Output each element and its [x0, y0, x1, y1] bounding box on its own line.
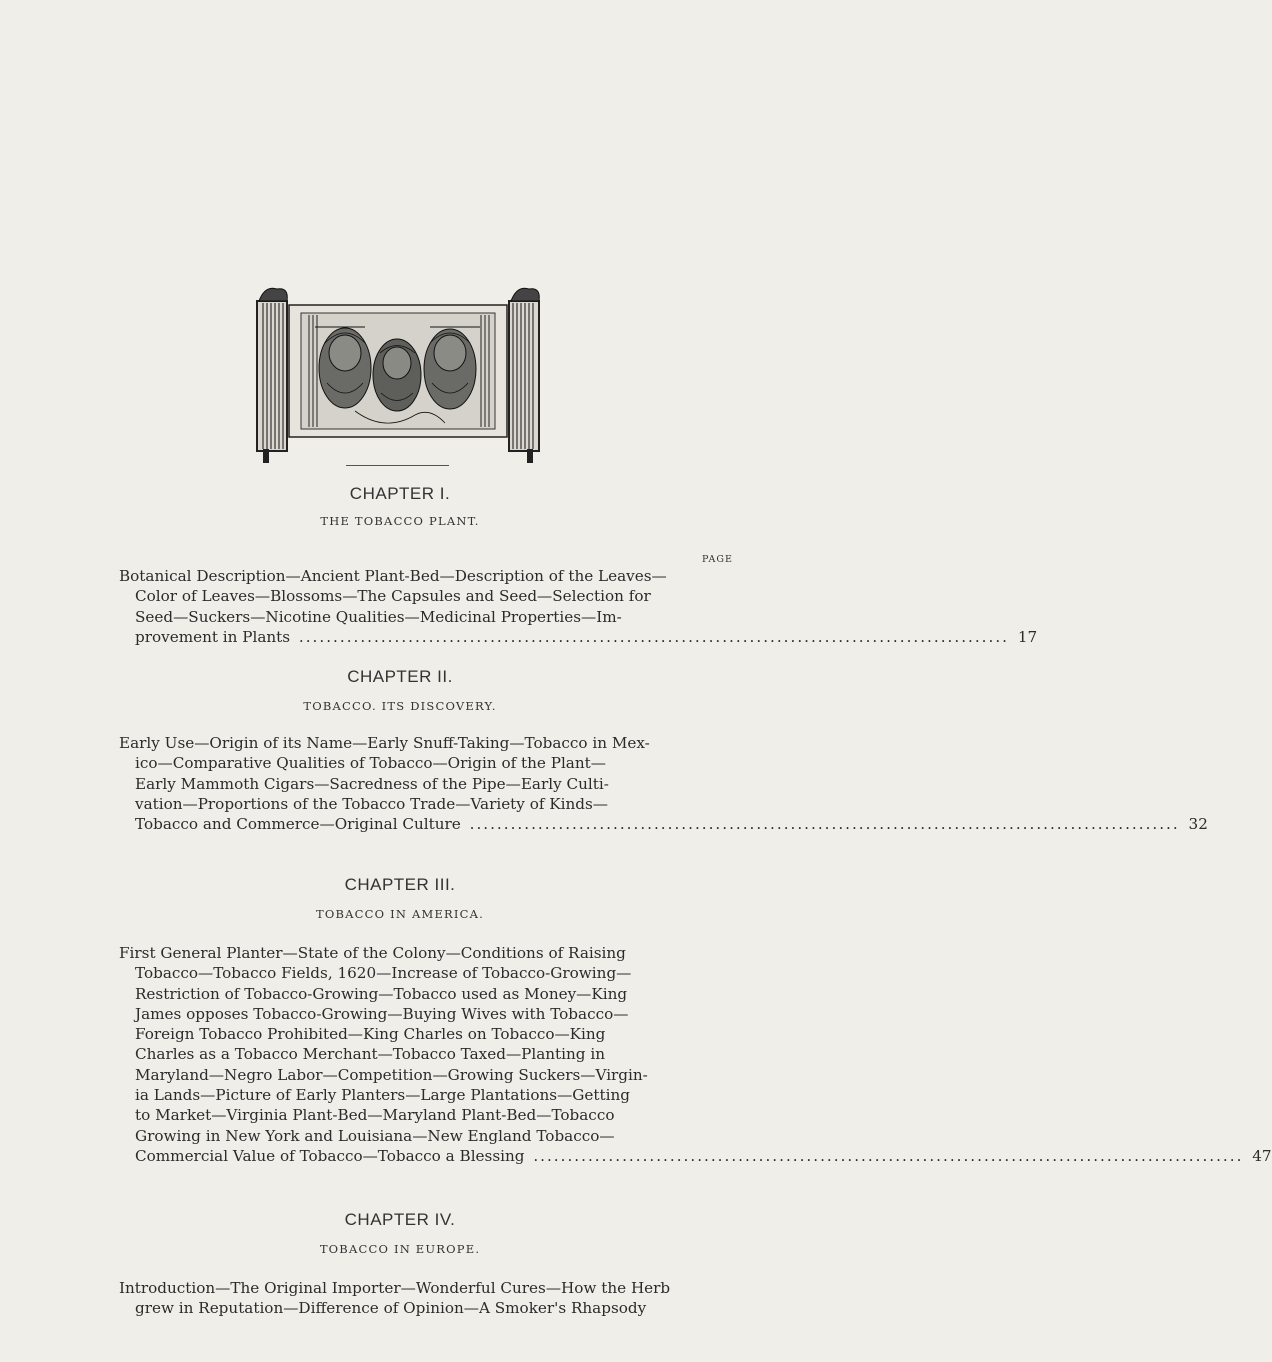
chapter-4-heading — [0, 1210, 800, 1256]
chapter-3-summary — [119, 943, 1272, 1166]
chapter-2-summary — [119, 733, 1208, 834]
summary-line: Foreign Tobacco Prohibited—King Charles on Tobacco—King — [135, 1025, 606, 1044]
chapter-2-heading — [0, 667, 800, 713]
summary-line: Seed—Suckers—Nicotine Qualities—Medicinal Properties—Im- — [135, 607, 622, 626]
summary-line: Botanical Description—Ancient Plant-Bed—Description of the Leaves— — [119, 567, 667, 585]
summary-line: Tobacco—Tobacco Fields, 1620—Increase of Tobacco-Growing— — [135, 964, 632, 983]
summary-line: vation—Proportions of the Tobacco Trade—Variety of Kinds— — [135, 794, 608, 813]
chapter-subtitle: THE TOBACCO PLANT. — [320, 514, 480, 528]
chapter-subtitle: TOBACCO IN AMERICA. — [315, 907, 485, 921]
chapter-3-heading — [0, 875, 800, 921]
summary-line: Maryland—Negro Labor—Competition—Growing Suckers—Virgin- — [135, 1065, 648, 1084]
scroll-vignette-illustration — [255, 283, 541, 465]
summary-line-with-page — [119, 627, 1038, 647]
vignette-rule — [346, 465, 449, 466]
summary-line: ia Lands—Picture of Early Planters—Large Plantations—Getting — [135, 1086, 630, 1105]
summary-line: Early Use—Origin of its Name—Early Snuff-Taking—Tobacco in Mex- — [119, 734, 650, 752]
summary-line: First General Planter—State of the Colony—Conditions of Raising — [119, 944, 626, 962]
summary-line: ico—Comparative Qualities of Tobacco—Origin of the Plant— — [135, 754, 606, 773]
chapter-subtitle: TOBACCO. ITS DISCOVERY. — [303, 699, 497, 713]
chapter-title: CHAPTER III. — [344, 875, 456, 894]
chapter-title: CHAPTER II. — [347, 667, 453, 686]
summary-line: Growing in New York and Louisiana—New England Tobacco— — [135, 1126, 615, 1145]
page-number: 47 — [1252, 1146, 1272, 1165]
summary-line: Restriction of Tobacco-Growing—Tobacco used as Money—King — [135, 984, 628, 1003]
chapter-title: CHAPTER I. — [349, 484, 451, 503]
summary-line: to Market—Virginia Plant-Bed—Maryland Plant-Bed—Tobacco — [135, 1106, 615, 1125]
chapter-subtitle: TOBACCO IN EUROPE. — [319, 1242, 481, 1256]
dot-leader: ........................................................................................................ — [469, 815, 1180, 834]
summary-line: Tobacco and Commerce—Original Culture — [135, 815, 461, 834]
chapter-1-heading — [0, 484, 800, 528]
summary-line: Early Mammoth Cigars—Sacredness of the Pipe—Early Culti- — [135, 774, 609, 793]
page-number: 32 — [1188, 815, 1208, 834]
page-number: 17 — [1017, 627, 1038, 646]
summary-line: grew in Reputation—Difference of Opinion—A Smoker's Rhapsody — [135, 1299, 647, 1318]
chapter-4-summary — [119, 1278, 739, 1319]
summary-line: Color of Leaves—Blossoms—The Capsules and Seed—Selection for — [135, 587, 651, 606]
dot-leader: ........................................................................................................ — [298, 627, 1009, 646]
summary-line: James opposes Tobacco-Growing—Buying Wives with Tobacco— — [135, 1004, 629, 1023]
summary-line-with-page — [119, 814, 1208, 834]
summary-line-with-page — [119, 1146, 1272, 1166]
chapter-title: CHAPTER IV. — [344, 1210, 456, 1229]
dot-leader: ........................................................................................................ — [533, 1146, 1244, 1165]
summary-line: Charles as a Tobacco Merchant—Tobacco Taxed—Planting in — [135, 1045, 605, 1064]
summary-line: Commercial Value of Tobacco—Tobacco a Blessing — [135, 1146, 525, 1165]
page-column-label: PAGE — [702, 554, 733, 565]
summary-line: Introduction—The Original Importer—Wonderful Cures—How the Herb — [119, 1279, 671, 1297]
summary-line: provement in Plants — [135, 627, 291, 646]
chapter-1-summary — [119, 566, 1038, 647]
